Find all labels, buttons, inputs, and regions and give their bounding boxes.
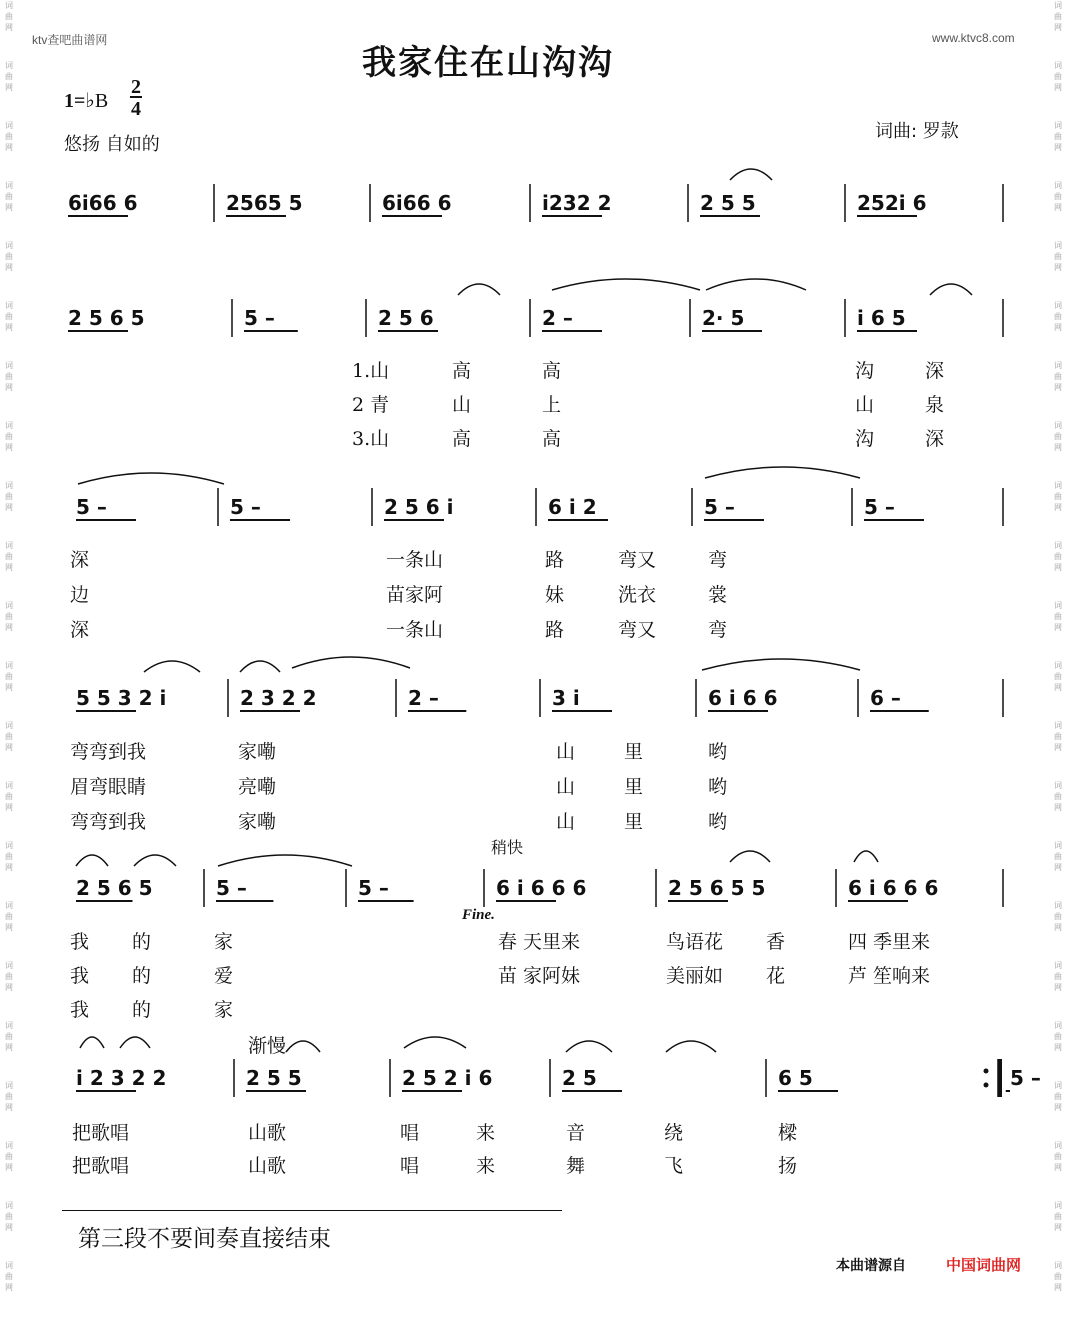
measure-notes: i 2 3 2 2 (76, 1066, 167, 1090)
source-link[interactable]: 中国词曲网 (946, 1257, 1022, 1274)
watermark-char: 曲 (5, 732, 13, 741)
watermark-char: 曲 (1054, 492, 1062, 501)
watermark-char: 曲 (1054, 192, 1062, 201)
tempo-faster-mark: 稍快 (491, 838, 524, 857)
watermark-char: 词 (1054, 1021, 1062, 1030)
measure-notes: 2· 5 (702, 306, 745, 330)
lyric-line3: 弯 (708, 549, 728, 571)
slur-arc (566, 1041, 612, 1052)
lyric-line3: 弯又 (618, 619, 657, 641)
watermark-char: 词 (1054, 121, 1062, 130)
page-title: 我家住在山沟沟 (362, 43, 614, 83)
watermark-char: 词 (5, 181, 13, 190)
lyric-line6: 樑 (778, 1122, 798, 1144)
measure-notes: 5 – (704, 495, 735, 519)
lyric-line6: 来 (476, 1122, 496, 1144)
lyric-line3: 妹 (545, 584, 565, 606)
watermark-char: 网 (1054, 143, 1062, 152)
measure-notes: 2 5 6 5 (68, 306, 145, 330)
watermark-char: 曲 (5, 792, 13, 801)
watermark-char: 词 (5, 481, 13, 490)
measure-notes: 2 5 5 (246, 1066, 302, 1090)
lyric-line3: 苗家阿 (386, 584, 444, 606)
lyric-line4: 亮嘞 (238, 776, 277, 798)
watermark-char: 曲 (5, 972, 13, 981)
lyric-line2: 1.山 (352, 360, 390, 382)
slur-arc (286, 1041, 320, 1052)
lyric-line6: 绕 (664, 1122, 684, 1144)
repeat-dot (984, 1069, 989, 1074)
lyric-line2: 山 (855, 394, 875, 416)
key-signature: 1=♭B (64, 90, 109, 112)
measure-notes: 2 5 5 (700, 191, 756, 215)
watermark-char: 词 (1054, 241, 1062, 250)
lyric-line6: 山歌 (248, 1155, 287, 1177)
watermark-char: 网 (1054, 23, 1062, 32)
watermark-char: 网 (5, 1283, 13, 1292)
watermark-char: 词 (5, 601, 13, 610)
watermark-char: 词 (1054, 1261, 1062, 1270)
watermark-char: 网 (1054, 503, 1062, 512)
watermark-char: 网 (1054, 983, 1062, 992)
watermark-char: 词 (1054, 661, 1062, 670)
measure-notes: 2 5 (562, 1066, 597, 1090)
watermark-char: 网 (1054, 1223, 1062, 1232)
lyric-line2: 山 (452, 394, 472, 416)
watermark-char: 曲 (1054, 312, 1062, 321)
slur-arc (730, 169, 772, 180)
watermark-char: 网 (5, 923, 13, 932)
lyric-line6: 唱 (400, 1122, 420, 1144)
watermark-char: 网 (5, 563, 13, 572)
slur-arc (854, 851, 878, 862)
measure-notes: i 6 5 (857, 306, 906, 330)
lyric-line2: 深 (925, 360, 945, 382)
lyric-line3: 路 (545, 619, 565, 641)
watermark-char: 词 (5, 241, 13, 250)
watermark-char: 网 (1054, 203, 1062, 212)
lyric-line2: 高 (452, 428, 472, 450)
measure-notes: 252i 6 (857, 191, 927, 215)
measure-notes: 6 i 2 (548, 495, 597, 519)
lyric-line5: 花 (766, 965, 786, 987)
lyric-line2: 沟 (855, 428, 875, 450)
lyric-line2: 2 青 (352, 394, 390, 416)
watermark-char: 曲 (5, 852, 13, 861)
watermark-char: 词 (1054, 361, 1062, 370)
measure-notes: 5 – (230, 495, 261, 519)
lyric-line5: 的 (132, 965, 152, 987)
measure-notes: 6i66 6 (68, 191, 138, 215)
watermark-char: 网 (5, 683, 13, 692)
watermark-char: 网 (1054, 623, 1062, 632)
slur-arc (80, 1037, 104, 1048)
lyric-line3: 洗衣 (618, 584, 657, 606)
lyric-line5: 春 天里来 (498, 931, 581, 953)
watermark-char: 词 (1054, 1, 1062, 10)
watermark-char: 曲 (5, 1032, 13, 1041)
slur-arc (120, 1037, 150, 1048)
lyric-line5: 香 (766, 931, 786, 953)
watermark-char: 网 (5, 863, 13, 872)
watermark-char: 词 (5, 841, 13, 850)
watermark-char: 网 (1054, 803, 1062, 812)
measure-notes: 2565 5 (226, 191, 303, 215)
watermark-char: 曲 (5, 372, 13, 381)
watermark-char: 网 (5, 143, 13, 152)
watermark-char: 曲 (1054, 1092, 1062, 1101)
performance-note: 第三段不要间奏直接结束 (78, 1226, 331, 1252)
note-divider (62, 1210, 562, 1211)
watermark-char: 词 (1054, 1201, 1062, 1210)
watermark-char: 网 (1054, 923, 1062, 932)
watermark-char: 曲 (5, 192, 13, 201)
watermark-char: 网 (1054, 263, 1062, 272)
watermark-char: 网 (5, 263, 13, 272)
lyric-line6: 扬 (778, 1155, 798, 1177)
slur-arc (730, 851, 770, 862)
lyric-line5: 爱 (214, 965, 234, 987)
lyric-line6: 唱 (400, 1155, 420, 1177)
watermark-char: 网 (1054, 443, 1062, 452)
lyric-line6: 舞 (566, 1155, 586, 1177)
time-signature: 2 4 (131, 76, 141, 120)
watermark-char: 词 (5, 1, 13, 10)
watermark-char: 曲 (5, 1092, 13, 1101)
lyric-line2: 泉 (925, 394, 945, 416)
watermark-char: 网 (5, 1163, 13, 1172)
lyric-line2: 高 (542, 360, 562, 382)
watermark-char: 网 (5, 743, 13, 752)
measure-notes: 6 i 6 6 6 (848, 876, 939, 900)
watermark-char: 词 (5, 1081, 13, 1090)
watermark-char: 词 (1054, 61, 1062, 70)
lyric-line4: 山 (556, 776, 576, 798)
slur-arc (218, 855, 352, 866)
slur-arc (78, 473, 224, 484)
watermark-char: 曲 (1054, 972, 1062, 981)
watermark-char: 曲 (1054, 372, 1062, 381)
site-url-right: www.ktvc8.com (932, 31, 1015, 45)
watermark-char: 曲 (1054, 252, 1062, 261)
slur-arc (144, 661, 200, 672)
measure-notes: 3 i (552, 686, 580, 710)
tempo-slower-mark: 渐慢 (248, 1035, 287, 1057)
slur-arc (702, 659, 860, 670)
watermark-char: 词 (5, 1141, 13, 1150)
measure-notes: 5 – (358, 876, 389, 900)
watermark-char: 词 (5, 121, 13, 130)
watermark-char: 曲 (5, 12, 13, 21)
slur-arc (240, 661, 280, 672)
watermark-char: 词 (5, 421, 13, 430)
slur-arc (930, 284, 972, 295)
slur-arc (404, 1037, 466, 1048)
watermark-char: 网 (1054, 863, 1062, 872)
lyric-line5: 四 季里来 (848, 931, 931, 953)
watermark-char: 网 (1054, 323, 1062, 332)
slur-arc (292, 657, 410, 668)
watermark-char: 词 (5, 781, 13, 790)
lyric-line5: 我 (70, 965, 90, 987)
lyric-line2: 沟 (855, 360, 875, 382)
watermark-char: 词 (1054, 841, 1062, 850)
lyric-line6: 山歌 (248, 1122, 287, 1144)
watermark-char: 曲 (5, 1212, 13, 1221)
watermark-char: 曲 (1054, 612, 1062, 621)
lyric-line6: 音 (566, 1122, 586, 1144)
watermark-char: 曲 (1054, 732, 1062, 741)
measure-notes: 5 – (864, 495, 895, 519)
measure-notes: 6 i 6 6 6 (496, 876, 587, 900)
watermark-char: 曲 (1054, 72, 1062, 81)
watermark-char: 网 (5, 83, 13, 92)
watermark-char: 词 (5, 961, 13, 970)
watermark-char: 曲 (1054, 792, 1062, 801)
slur-arc (76, 855, 108, 866)
lyric-line4: 里 (624, 776, 644, 798)
lyric-line4: 眉弯眼睛 (70, 776, 147, 798)
watermark-char: 曲 (5, 492, 13, 501)
slur-arc (705, 467, 860, 478)
watermark-char: 网 (1054, 83, 1062, 92)
watermark-char: 曲 (5, 1152, 13, 1161)
measure-notes: 2 – (542, 306, 573, 330)
watermark-char: 网 (1054, 683, 1062, 692)
watermark-char: 词 (5, 1021, 13, 1030)
watermark-char: 词 (1054, 421, 1062, 430)
measure-notes: 5 – (216, 876, 247, 900)
measure-notes: 2 5 6 5 (76, 876, 153, 900)
lyric-line4: 山 (556, 811, 576, 833)
watermark-char: 网 (1054, 1103, 1062, 1112)
lyric-line3: 一条山 (386, 549, 444, 571)
lyric-line5: 苗 家阿妹 (498, 965, 581, 987)
watermark-char: 曲 (5, 312, 13, 321)
measure-notes: 5 – (244, 306, 275, 330)
watermark-char: 词 (1054, 1081, 1062, 1090)
tempo-marking: 悠扬 自如的 (64, 134, 160, 155)
watermark-char: 曲 (1054, 672, 1062, 681)
measure-notes: i232 2 (542, 191, 612, 215)
watermark-char: 曲 (5, 672, 13, 681)
watermark-char: 词 (1054, 601, 1062, 610)
watermark-char: 曲 (5, 432, 13, 441)
watermark-char: 词 (5, 361, 13, 370)
lyric-line5: 家 (214, 931, 234, 953)
watermark-char: 曲 (5, 912, 13, 921)
watermark-char: 词 (5, 901, 13, 910)
lyric-line5: 家 (214, 999, 234, 1021)
lyric-line3: 深 (70, 619, 90, 641)
measure-notes: 5 – (76, 495, 107, 519)
lyric-line6: 飞 (664, 1155, 684, 1177)
watermark-char: 曲 (5, 612, 13, 621)
lyric-line4: 山 (556, 741, 576, 763)
lyric-line4: 里 (624, 741, 644, 763)
measure-notes: 2 – (408, 686, 439, 710)
lyric-line4: 弯弯到我 (70, 811, 147, 833)
lyric-line5: 我 (70, 999, 90, 1021)
lyric-line3: 边 (70, 584, 90, 606)
watermark-char: 词 (1054, 541, 1062, 550)
watermark-char: 网 (1054, 563, 1062, 572)
slur-arc (134, 855, 176, 866)
watermark-char: 曲 (1054, 552, 1062, 561)
watermark-char: 网 (1054, 1043, 1062, 1052)
watermark-char: 曲 (1054, 432, 1062, 441)
watermark-char: 词 (1054, 961, 1062, 970)
watermark-char: 词 (1054, 481, 1062, 490)
lyric-line5: 我 (70, 931, 90, 953)
watermark-char: 网 (1054, 1163, 1062, 1172)
slur-arc (552, 279, 700, 290)
watermark-char: 曲 (5, 252, 13, 261)
watermark-char: 词 (1054, 901, 1062, 910)
measure-notes: 5 5 3 2 i (76, 686, 167, 710)
watermark-char: 曲 (1054, 1272, 1062, 1281)
measure-notes: 6 i 6 6 (708, 686, 778, 710)
watermark-char: 词 (5, 541, 13, 550)
site-name-left: ktv查吧曲谱网 (32, 33, 108, 47)
watermark-char: 曲 (5, 72, 13, 81)
lyric-line5: 芦 笙响来 (848, 965, 931, 987)
lyric-line4: 哟 (708, 741, 728, 763)
lyric-line3: 深 (70, 549, 90, 571)
watermark-char: 网 (5, 323, 13, 332)
lyric-line3: 路 (545, 549, 565, 571)
lyric-line6: 把歌唱 (72, 1122, 130, 1144)
fine-mark: Fine. (462, 907, 495, 923)
lyric-line3: 弯 (708, 619, 728, 641)
lyric-line2: 3.山 (352, 428, 390, 450)
watermark-char: 网 (5, 803, 13, 812)
watermark-char: 曲 (1054, 1212, 1062, 1221)
watermark-char: 词 (1054, 181, 1062, 190)
watermark-char: 网 (1054, 1283, 1062, 1292)
lyric-line2: 深 (925, 428, 945, 450)
slur-arc (666, 1041, 716, 1052)
lyric-line4: 弯弯到我 (70, 741, 147, 763)
measure-notes: 2 5 6 i (384, 495, 454, 519)
watermark-char: 曲 (5, 1272, 13, 1281)
watermark-char: 词 (5, 661, 13, 670)
lyric-line5: 鸟语花 (666, 931, 724, 953)
watermark-char: 词 (1054, 721, 1062, 730)
watermark-char: 词 (1054, 781, 1062, 790)
watermark-char: 词 (1054, 301, 1062, 310)
watermark-char: 网 (5, 443, 13, 452)
watermark-char: 曲 (1054, 912, 1062, 921)
watermark-char: 曲 (5, 132, 13, 141)
watermark-char: 词 (1054, 1141, 1062, 1150)
measure-notes: 2 5 6 5 5 (668, 876, 766, 900)
lyric-line5: 的 (132, 999, 152, 1021)
watermark-char: 曲 (1054, 1032, 1062, 1041)
watermark-char: 网 (5, 1103, 13, 1112)
lyric-line3: 裳 (708, 584, 728, 606)
watermark-char: 网 (5, 1223, 13, 1232)
measure-notes: 2 5 2 i 6 (402, 1066, 493, 1090)
watermark-char: 网 (5, 503, 13, 512)
lyric-line5: 美丽如 (666, 965, 724, 987)
watermark-char: 曲 (1054, 1152, 1062, 1161)
lyric-line4: 家嘞 (238, 741, 277, 763)
measure-notes: 2 5 6 (378, 306, 434, 330)
watermark-char: 网 (5, 23, 13, 32)
lyric-line3: 一条山 (386, 619, 444, 641)
measure-notes: 6i66 6 (382, 191, 452, 215)
lyric-line5: 的 (132, 931, 152, 953)
watermark-char: 网 (5, 203, 13, 212)
repeat-dot (984, 1083, 989, 1088)
slur-arc (458, 284, 500, 295)
measure-notes: 6 5 (778, 1066, 813, 1090)
lyric-line6: 把歌唱 (72, 1155, 130, 1177)
measure-notes: 2 3 2 2 (240, 686, 317, 710)
measure-notes: 6 – (870, 686, 901, 710)
lyric-line4: 哟 (708, 811, 728, 833)
watermark-char: 词 (5, 61, 13, 70)
lyric-line6: 来 (476, 1155, 496, 1177)
lyric-line2: 上 (542, 394, 562, 416)
watermark-char: 网 (5, 383, 13, 392)
lyric-line4: 哟 (708, 776, 728, 798)
watermark-char: 曲 (5, 552, 13, 561)
lyric-line2: 高 (452, 360, 472, 382)
measure-notes: 5 – (1010, 1066, 1041, 1090)
watermark-char: 网 (5, 983, 13, 992)
watermark-char: 曲 (1054, 12, 1062, 21)
watermark-char: 网 (5, 623, 13, 632)
watermark-char: 曲 (1054, 132, 1062, 141)
watermark-char: 网 (5, 1043, 13, 1052)
lyric-line4: 家嘞 (238, 811, 277, 833)
watermark-char: 词 (5, 1201, 13, 1210)
watermark-char: 网 (1054, 743, 1062, 752)
lyric-line4: 里 (624, 811, 644, 833)
source-prefix: 本曲谱源自 (836, 1257, 906, 1273)
lyric-line3: 弯又 (618, 549, 657, 571)
watermark-char: 网 (1054, 383, 1062, 392)
credits: 词曲: 罗款 (875, 121, 959, 142)
watermark-char: 词 (5, 721, 13, 730)
watermark-char: 词 (5, 301, 13, 310)
watermark-char: 词 (5, 1261, 13, 1270)
slur-arc (706, 279, 806, 290)
watermark-char: 曲 (1054, 852, 1062, 861)
lyric-line2: 高 (542, 428, 562, 450)
